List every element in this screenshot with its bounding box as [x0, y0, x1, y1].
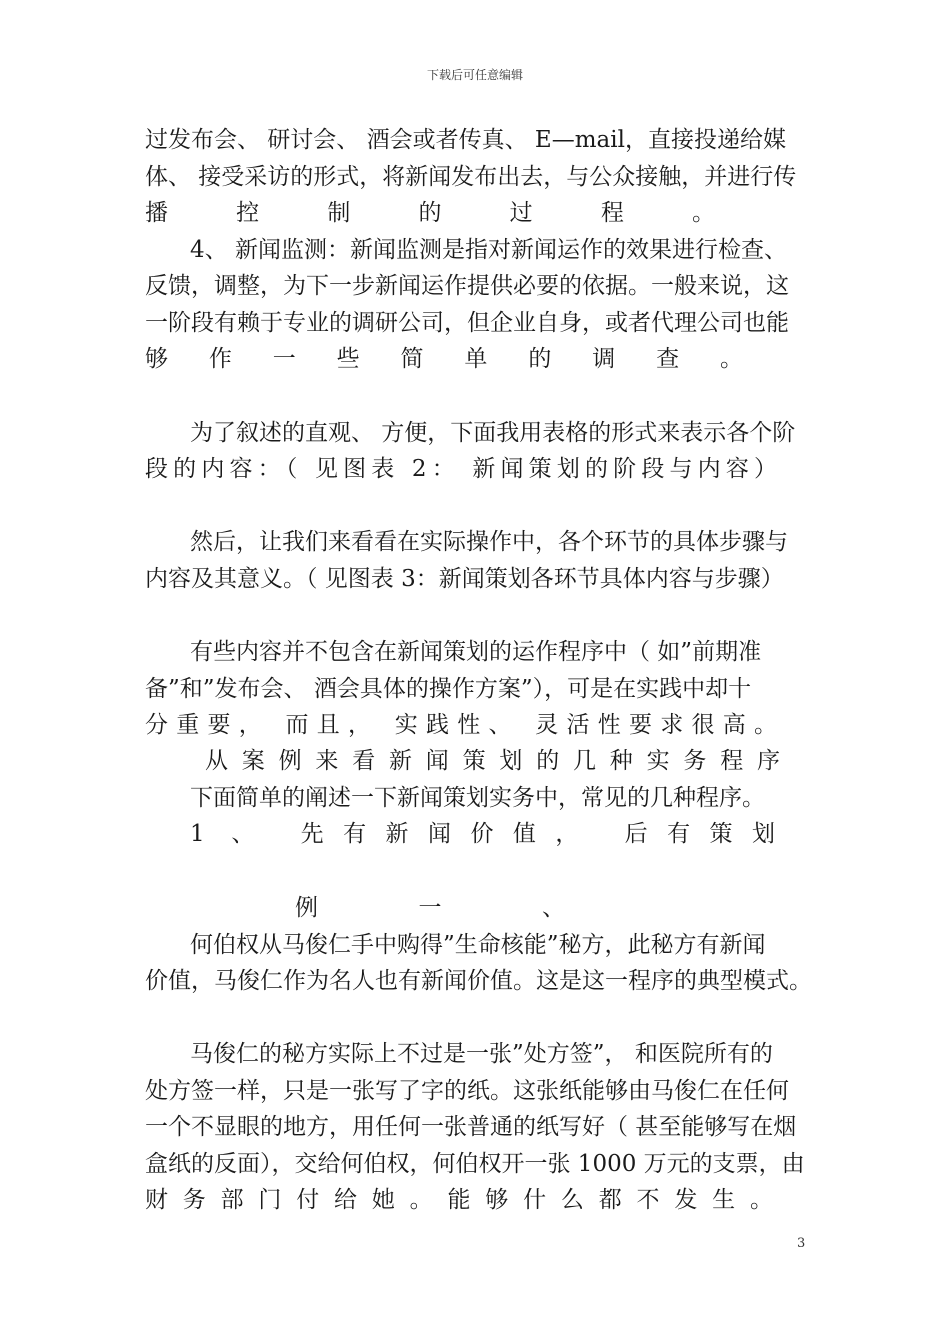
paragraph-line: 有些内容并不包含在新闻策划的运作程序中（ 如”前期准: [190, 639, 762, 665]
paragraph-line: 备”和”发布会、 酒会具体的操作方案”），可是在实践中却十: [145, 676, 752, 702]
paragraph-line: 反馈，调整，为下一步新闻运作提供必要的依据。一般来说，这: [145, 273, 789, 299]
paragraph-line: 播 控 制 的 过 程 。: [145, 200, 715, 226]
paragraph-line: 一个不显眼的地方，用任何一张普通的纸写好（ 甚至能够写在烟: [145, 1114, 797, 1140]
example-heading: 例 一 、: [295, 895, 565, 921]
paragraph-line: 价值，马俊仁作为名人也有新闻价值。这是这一程序的典型模式。: [145, 968, 812, 994]
paragraph-line: 过发布会、 研讨会、 酒会或者传真、 E—mail，直接投递给媒: [145, 127, 786, 153]
paragraph-line: 处方签一样，只是一张写了字的纸。这张纸能够由马俊仁在任何: [145, 1078, 789, 1104]
paragraph-line: 内容及其意义。（ 见图表 3：新闻策划各环节具体内容与步骤）: [145, 566, 784, 592]
paragraph-line: 分重要， 而且， 实践性、 灵活性要求很高。: [145, 712, 777, 738]
page-header: 下载后可任意编辑: [426, 68, 523, 82]
paragraph-line: 段的内容：（ 见图表 2： 新闻策划的阶段与内容）: [145, 456, 777, 482]
paragraph-line: 然后，让我们来看看在实际操作中，各个环节的具体步骤与: [190, 529, 788, 555]
section-heading: 从案例来看新闻策划的几种实务程序: [205, 748, 780, 774]
paragraph-line: 何伯权从马俊仁手中购得”生命核能”秘方，此秘方有新闻: [190, 932, 766, 958]
paragraph-line: 体、 接受采访的形式，将新闻发布出去，与公众接触，并进行传: [145, 164, 797, 190]
paragraph-line: 财 务 部 门 付 给 她 。 能 够 什 么 都 不 发 生 。: [145, 1187, 773, 1213]
page-number: 3: [797, 1236, 806, 1251]
paragraph-line: 4、 新闻监测：新闻监测是指对新闻运作的效果进行检查、: [190, 237, 787, 263]
paragraph-line: 马俊仁的秘方实际上不过是一张”处方签”， 和医院所有的: [190, 1041, 773, 1067]
paragraph-line: 为了叙述的直观、 方便，下面我用表格的形式来表示各个阶: [190, 420, 796, 446]
paragraph-line: 盒纸的反面），交给何伯权，何伯权开一张 1000 万元的支票，由: [145, 1151, 805, 1177]
paragraph-line: 一阶段有赖于专业的调研公司，但企业自身，或者代理公司也能: [145, 310, 789, 336]
subsection-heading: 1 、 先有新闻价值， 后有策划: [190, 821, 775, 847]
paragraph-line: 够 作 一 些 简 单 的 调 查 。: [145, 346, 743, 372]
paragraph-line: 下面简单的阐述一下新闻策划实务中，常见的几种程序。: [190, 785, 765, 811]
